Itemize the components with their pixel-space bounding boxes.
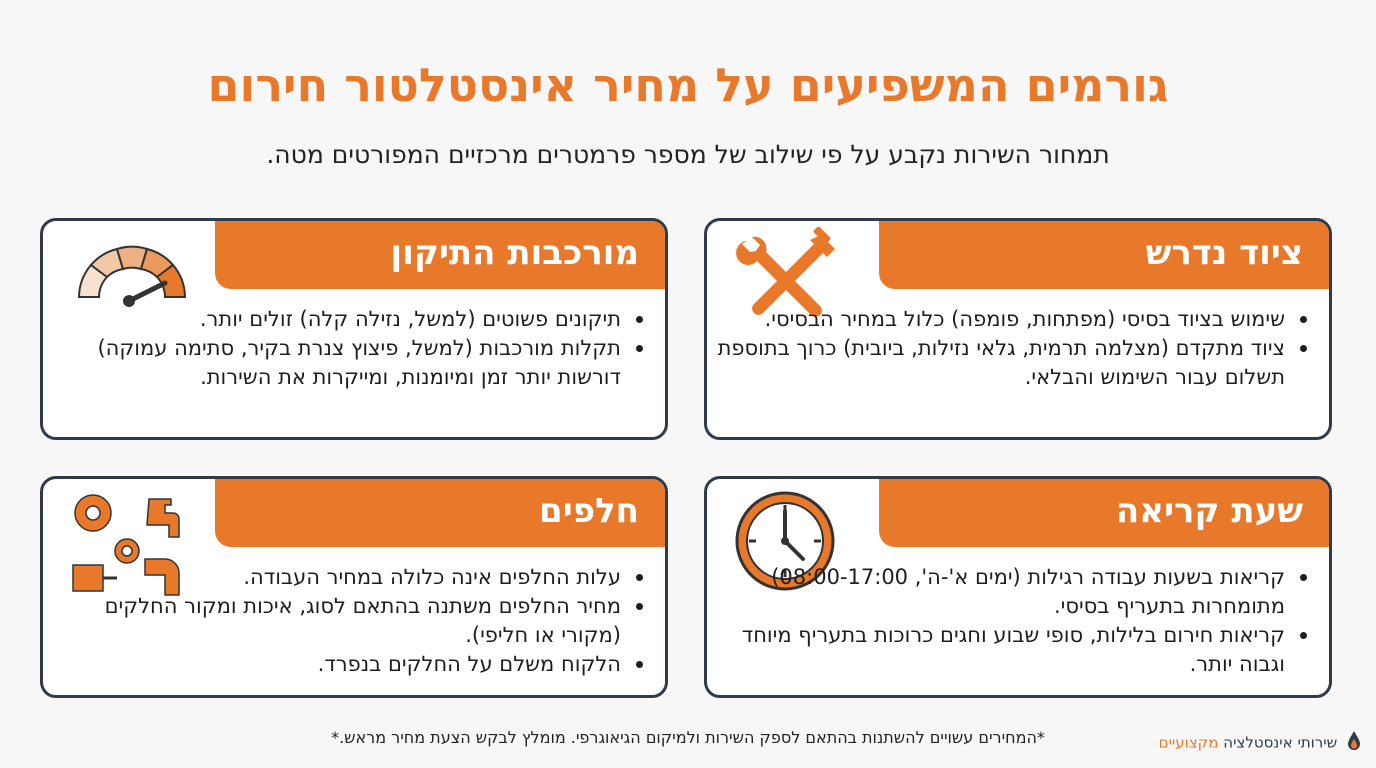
list-item: מחיר החלפים משתנה בהתאם לסוג, איכות ומקור החלקים (מקורי או חליפי). [51, 592, 621, 650]
card-complexity [40, 218, 668, 440]
list-item: ציוד מתקדם (מצלמה תרמית, גלאי נזילות, ביובית) כרוך בתוספת תשלום עבור השימוש והבלאי. [715, 334, 1285, 392]
drop-flame-logo-icon [1346, 730, 1362, 756]
footnote: *המחירים עשויים להשתנות בהתאם לספק השירות ולמיקום הגיאוגרפי. מומלץ לבקש הצעת מחיר מראש.* [331, 728, 1045, 747]
card-call-time [704, 476, 1332, 698]
list-item: תקלות מורכבות (למשל, פיצוץ צנרת בקיר, סתימה עמוקה) דורשות יותר זמן ומיומנות, ומייקרות את השירות. [51, 334, 621, 392]
card-parts [40, 476, 668, 698]
card-header [215, 479, 665, 547]
card-title: מורכבות התיקון [390, 233, 639, 273]
bullet-list [715, 563, 1307, 679]
page-title: גורמים המשפיעים על מחיר אינסטלטור חירום [207, 58, 1169, 112]
card-header [879, 479, 1329, 547]
brand-logo [1159, 730, 1362, 756]
brand-accent: מקצועיים [1158, 733, 1219, 752]
card-header [215, 221, 665, 289]
bullet-list [51, 563, 643, 679]
card-equipment [704, 218, 1332, 440]
list-item: תיקונים פשוטים (למשל, נזילה קלה) זולים יותר. [51, 305, 621, 334]
brand-name: שירותי אינסטלציה [1223, 733, 1338, 752]
list-item: קריאות חירום בלילות, סופי שבוע וחגים כרוכות בתעריף מיוחד וגבוה יותר. [715, 621, 1285, 679]
card-title: שעת קריאה [1115, 491, 1303, 531]
card-header [879, 221, 1329, 289]
bullet-list [715, 305, 1307, 392]
card-title: ציוד נדרש [1145, 233, 1303, 273]
list-item: שימוש בציוד בסיסי (מפתחות, פומפה) כלול במחיר הבסיסי. [715, 305, 1285, 334]
list-item: עלות החלפים אינה כלולה במחיר העבודה. [51, 563, 621, 592]
list-item: הלקוח משלם על החלקים בנפרד. [51, 650, 621, 679]
list-item: קריאות בשעות עבודה רגילות (ימים א'-ה', 08:00-17:00) מתומחרות בתעריף בסיסי. [715, 563, 1285, 621]
bullet-list [51, 305, 643, 392]
page-subtitle: תמחור השירות נקבע על פי שילוב של מספר פרמטרים מרכזיים המפורטים מטה. [266, 140, 1110, 169]
card-title: חלפים [539, 491, 639, 531]
